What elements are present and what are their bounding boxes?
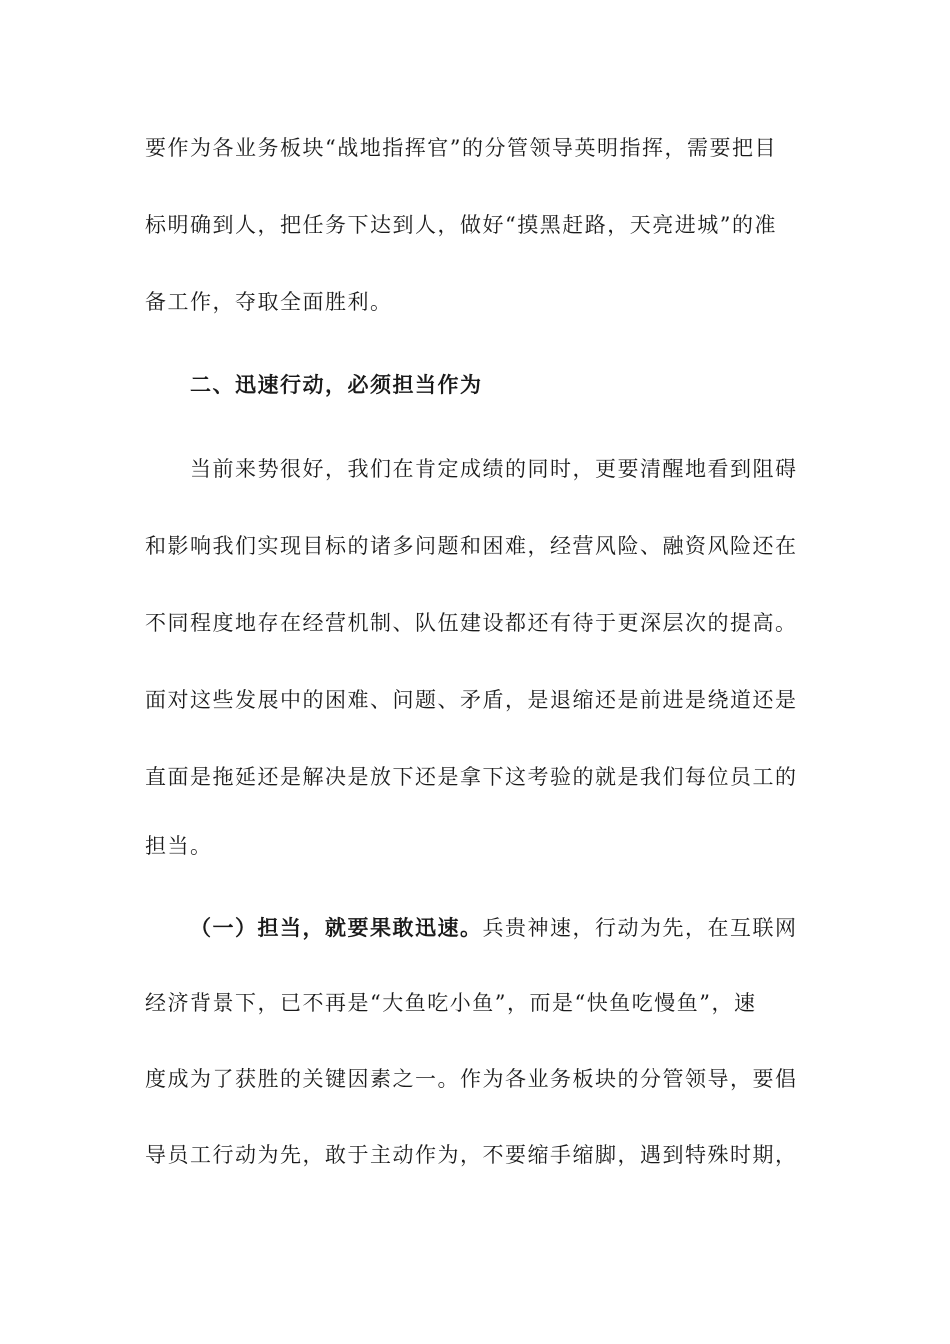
subheading-bold: （一）担当，就要果敢迅速。 (190, 915, 483, 940)
paragraph-2-line-4: 面对这些发展中的困难、问题、矛盾，是退缩还是前进是绕道还是 (145, 688, 798, 712)
paragraph-3-line-3: 度成为了获胜的关键因素之一。作为各业务板块的分管领导，要倡 (145, 1067, 798, 1091)
paragraph-2-line-5: 直面是拖延还是解决是放下还是拿下这考验的就是我们每位员工的 (145, 765, 798, 789)
paragraph-3-line-1-text: 兵贵神速，行动为先，在互联网 (482, 916, 798, 940)
section-heading: 二、迅速行动，必须担当作为 (190, 372, 483, 397)
paragraph-3-line-2: 经济背景下，已不再是“大鱼吃小鱼”，而是“快鱼吃慢鱼”，速 (145, 991, 757, 1015)
paragraph-3-line-1 (190, 913, 798, 943)
paragraph-1-line-2: 标明确到人，把任务下达到人，做好“摸黑赶路，天亮进城”的准 (145, 213, 777, 237)
paragraph-2-line-3: 不同程度地存在经营机制、队伍建设都还有待于更深层次的提高。 (145, 611, 798, 635)
paragraph-2-line-2: 和影响我们实现目标的诸多问题和困难，经营风险、融资风险还在 (145, 534, 798, 558)
paragraph-3-line-4: 导员工行动为先，敢于主动作为，不要缩手缩脚，遇到特殊时期， (145, 1143, 798, 1167)
paragraph-1-line-1: 要作为各业务板块“战地指挥官”的分管领导英明指挥，需要把目 (145, 136, 777, 160)
paragraph-2-line-6: 担当。 (145, 834, 213, 858)
paragraph-1-line-3: 备工作，夺取全面胜利。 (145, 290, 393, 314)
paragraph-2-line-1: 当前来势很好，我们在肯定成绩的同时，更要清醒地看到阻碍 (190, 457, 798, 481)
